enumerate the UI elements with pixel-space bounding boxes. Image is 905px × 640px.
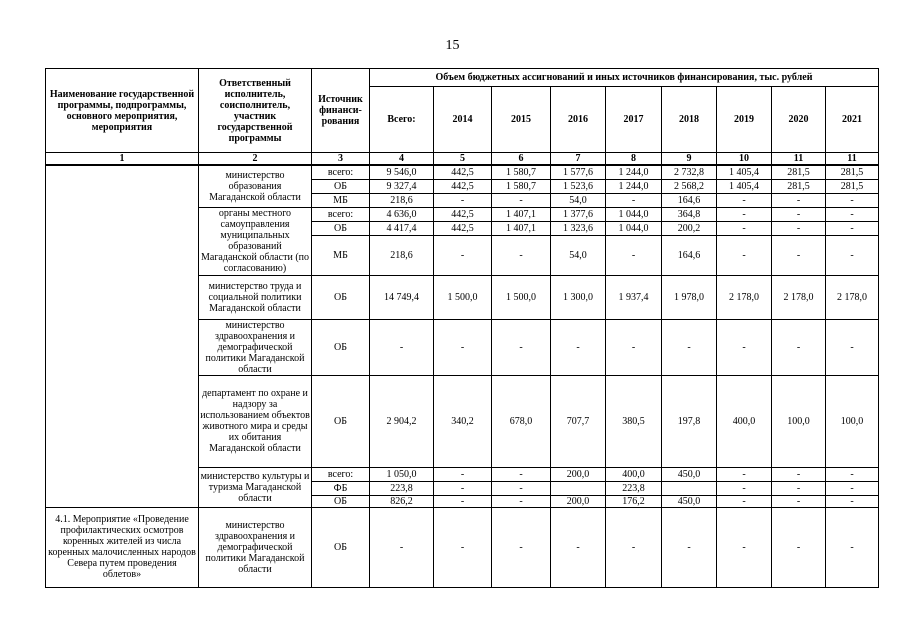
value-cell: - <box>717 481 772 495</box>
value-cell: 1 405,4 <box>717 179 772 193</box>
value-cell: 400,0 <box>606 467 662 481</box>
value-cell: 200,0 <box>551 495 606 507</box>
value-cell: 2 904,2 <box>370 375 434 467</box>
header-year: 2019 <box>717 87 772 153</box>
value-cell: 450,0 <box>662 495 717 507</box>
value-cell: 223,8 <box>606 481 662 495</box>
value-cell: 4 636,0 <box>370 207 434 221</box>
value-cell: 1 978,0 <box>662 275 717 319</box>
source-cell: ОБ <box>312 275 370 319</box>
value-cell: 1 580,7 <box>492 179 551 193</box>
value-cell: - <box>492 193 551 207</box>
value-cell: - <box>772 235 826 275</box>
value-cell: 1 500,0 <box>492 275 551 319</box>
value-cell: 1 405,4 <box>717 165 772 179</box>
value-cell: 281,5 <box>826 179 879 193</box>
column-numbers-row <box>46 153 879 166</box>
value-cell: - <box>717 495 772 507</box>
value-cell: 442,5 <box>434 221 492 235</box>
value-cell: 707,7 <box>551 375 606 467</box>
value-cell: - <box>826 221 879 235</box>
source-cell: ОБ <box>312 221 370 235</box>
funding-table <box>45 68 879 588</box>
value-cell: 1 044,0 <box>606 221 662 235</box>
value-cell: - <box>551 507 606 587</box>
value-cell: 164,6 <box>662 235 717 275</box>
source-cell: всего: <box>312 207 370 221</box>
value-cell: 4 417,4 <box>370 221 434 235</box>
responsible-cell: министерство здравоохранения и демографической политики Магаданской области <box>199 319 312 375</box>
value-cell: 450,0 <box>662 467 717 481</box>
value-cell: - <box>434 467 492 481</box>
column-number: 7 <box>551 153 606 166</box>
value-cell: - <box>434 495 492 507</box>
program-name-cell <box>46 165 199 507</box>
value-cell: - <box>772 507 826 587</box>
value-cell: 200,2 <box>662 221 717 235</box>
column-number: 1 <box>46 153 199 166</box>
responsible-cell: министерство образования Магаданской области <box>199 165 312 207</box>
value-cell: 442,5 <box>434 207 492 221</box>
value-cell: 1 577,6 <box>551 165 606 179</box>
value-cell: - <box>370 507 434 587</box>
source-cell: ОБ <box>312 179 370 193</box>
value-cell: 1 244,0 <box>606 179 662 193</box>
header-year: 2015 <box>492 87 551 153</box>
value-cell: 1 300,0 <box>551 275 606 319</box>
value-cell <box>662 481 717 495</box>
value-cell: - <box>826 207 879 221</box>
value-cell: - <box>717 467 772 481</box>
value-cell: 2 732,8 <box>662 165 717 179</box>
measure-name-cell: 4.1. Мероприятие «Проведение профилактических осмотров коренных жителей из числа коренных малочисленных народов Севера путем проведения облетов» <box>46 507 199 587</box>
value-cell: 400,0 <box>717 375 772 467</box>
value-cell: - <box>772 495 826 507</box>
value-cell: - <box>826 235 879 275</box>
value-cell: - <box>717 221 772 235</box>
value-cell: - <box>717 319 772 375</box>
value-cell: 1 323,6 <box>551 221 606 235</box>
value-cell: 442,5 <box>434 179 492 193</box>
value-cell: 281,5 <box>772 165 826 179</box>
value-cell: - <box>717 193 772 207</box>
column-number: 3 <box>312 153 370 166</box>
value-cell: - <box>370 319 434 375</box>
column-number: 8 <box>606 153 662 166</box>
value-cell: - <box>826 193 879 207</box>
source-cell: ОБ <box>312 495 370 507</box>
value-cell: 1 407,1 <box>492 221 551 235</box>
value-cell: - <box>434 235 492 275</box>
value-cell: - <box>717 207 772 221</box>
value-cell: 1 500,0 <box>434 275 492 319</box>
value-cell: - <box>772 319 826 375</box>
value-cell: 9 546,0 <box>370 165 434 179</box>
value-cell <box>551 481 606 495</box>
value-cell: 197,8 <box>662 375 717 467</box>
value-cell: 164,6 <box>662 193 717 207</box>
value-cell: 826,2 <box>370 495 434 507</box>
value-cell: 54,0 <box>551 193 606 207</box>
value-cell: 281,5 <box>772 179 826 193</box>
value-cell: 54,0 <box>551 235 606 275</box>
value-cell: 223,8 <box>370 481 434 495</box>
value-cell: - <box>492 467 551 481</box>
column-number: 5 <box>434 153 492 166</box>
value-cell: - <box>826 319 879 375</box>
value-cell: 9 327,4 <box>370 179 434 193</box>
value-cell: 442,5 <box>434 165 492 179</box>
source-cell: МБ <box>312 193 370 207</box>
header-source: Источник финанси-рования <box>312 69 370 153</box>
column-number: 11 <box>826 153 879 166</box>
value-cell: 14 749,4 <box>370 275 434 319</box>
source-cell: ФБ <box>312 481 370 495</box>
value-cell: - <box>606 235 662 275</box>
value-cell: - <box>826 481 879 495</box>
source-cell: ОБ <box>312 319 370 375</box>
value-cell: 2 178,0 <box>826 275 879 319</box>
measure-row <box>46 507 879 587</box>
value-cell: 281,5 <box>826 165 879 179</box>
value-cell: 1 050,0 <box>370 467 434 481</box>
header-row <box>46 69 879 87</box>
column-number: 6 <box>492 153 551 166</box>
value-cell: 340,2 <box>434 375 492 467</box>
header-year: 2020 <box>772 87 826 153</box>
value-cell: - <box>434 481 492 495</box>
value-cell: - <box>772 193 826 207</box>
source-cell: всего: <box>312 165 370 179</box>
value-cell: 218,6 <box>370 235 434 275</box>
header-year: 2017 <box>606 87 662 153</box>
value-cell: 200,0 <box>551 467 606 481</box>
column-number: 4 <box>370 153 434 166</box>
header-year: 2018 <box>662 87 717 153</box>
source-cell: ОБ <box>312 507 370 587</box>
value-cell: 2 178,0 <box>717 275 772 319</box>
header-year: Всего: <box>370 87 434 153</box>
value-cell: 218,6 <box>370 193 434 207</box>
value-cell: 100,0 <box>772 375 826 467</box>
value-cell: - <box>434 319 492 375</box>
responsible-cell: министерство здравоохранения и демографической политики Магаданской области <box>199 507 312 587</box>
value-cell: - <box>662 319 717 375</box>
value-cell: - <box>772 481 826 495</box>
header-year: 2016 <box>551 87 606 153</box>
value-cell: 100,0 <box>826 375 879 467</box>
header-responsible: Ответственный исполнитель, соисполнитель, участник государственной программы <box>199 69 312 153</box>
value-cell: - <box>551 319 606 375</box>
value-cell: - <box>826 495 879 507</box>
value-cell: - <box>434 193 492 207</box>
value-cell: - <box>492 481 551 495</box>
header-funding: Объем бюджетных ассигнований и иных источников финансирования, тыс. рублей <box>370 69 879 87</box>
value-cell: 1 377,6 <box>551 207 606 221</box>
table-body <box>46 69 879 588</box>
value-cell: - <box>717 507 772 587</box>
value-cell: 2 568,2 <box>662 179 717 193</box>
value-cell: - <box>772 467 826 481</box>
responsible-cell: министерство культуры и туризма Магаданской области <box>199 467 312 507</box>
value-cell: - <box>826 467 879 481</box>
source-cell: ОБ <box>312 375 370 467</box>
column-number: 9 <box>662 153 717 166</box>
value-cell: 2 178,0 <box>772 275 826 319</box>
column-number: 11 <box>772 153 826 166</box>
value-cell: 678,0 <box>492 375 551 467</box>
header-year: 2021 <box>826 87 879 153</box>
responsible-cell: министерство труда и социальной политики Магаданской области <box>199 275 312 319</box>
value-cell: 1 044,0 <box>606 207 662 221</box>
source-cell: всего: <box>312 467 370 481</box>
responsible-cell: органы местного самоуправления муниципальных образований Магаданской области (по согласованию) <box>199 207 312 275</box>
value-cell: 1 937,4 <box>606 275 662 319</box>
table-row <box>46 165 879 179</box>
source-cell: МБ <box>312 235 370 275</box>
value-cell: 176,2 <box>606 495 662 507</box>
value-cell: - <box>826 507 879 587</box>
value-cell: - <box>606 507 662 587</box>
column-number: 2 <box>199 153 312 166</box>
responsible-cell: департамент по охране и надзору за использованием объектов животного мира и среды их обитания Магаданской области <box>199 375 312 467</box>
value-cell: - <box>492 319 551 375</box>
value-cell: 364,8 <box>662 207 717 221</box>
value-cell: - <box>717 235 772 275</box>
header-year: 2014 <box>434 87 492 153</box>
value-cell: - <box>662 507 717 587</box>
value-cell: 1 244,0 <box>606 165 662 179</box>
header-name: Наименование государственной программы, подпрограммы, основного мероприятия, мероприятия <box>46 69 199 153</box>
value-cell: 1 407,1 <box>492 207 551 221</box>
value-cell: - <box>434 507 492 587</box>
value-cell: - <box>492 235 551 275</box>
value-cell: 380,5 <box>606 375 662 467</box>
column-number: 10 <box>717 153 772 166</box>
value-cell: - <box>492 507 551 587</box>
value-cell: - <box>606 319 662 375</box>
value-cell: - <box>492 495 551 507</box>
value-cell: 1 523,6 <box>551 179 606 193</box>
value-cell: 1 580,7 <box>492 165 551 179</box>
value-cell: - <box>772 221 826 235</box>
value-cell: - <box>772 207 826 221</box>
value-cell: - <box>606 193 662 207</box>
page-number: 15 <box>445 38 460 53</box>
